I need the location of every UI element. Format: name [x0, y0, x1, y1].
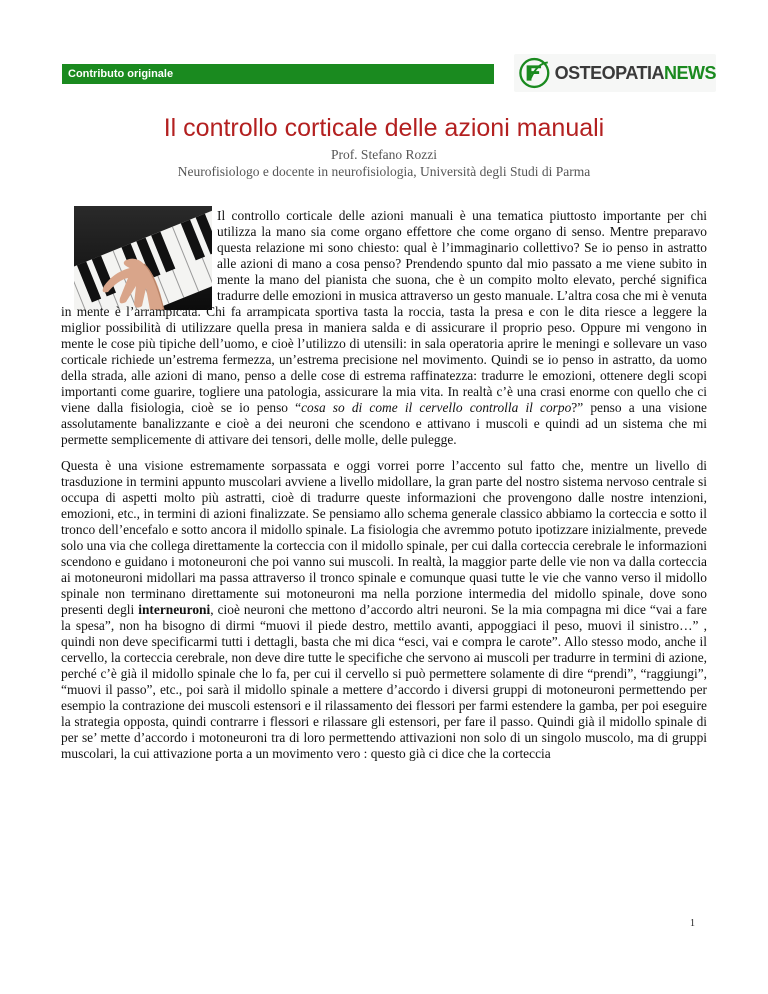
- logo-word-osteopatia: OSTEOPATIA: [554, 62, 664, 83]
- article-title: Il controllo corticale delle azioni manuali: [163, 114, 605, 142]
- paragraph-2-bold: interneuroni: [138, 602, 211, 617]
- osteopathy-cross-shield-icon: [518, 57, 551, 89]
- paragraph-2-text-a: Questa è una visione estremamente sorpassata e oggi vorrei porre l’accento sul fatto che, mentre un livello di trasduzione in termini appunto muscolari avviene a livello midollare, la gran parte del nostro sistema nervoso centrale si occupa di aspetti molto più astratti, cioè di tradurre queste informazioni che provengono dalle nostre intenzioni, emozioni, etc., in termini di azioni finalizzate. Se pensiamo allo schema generale classico abbiamo la corteccia e sotto il tronco dell’encefalo e sotto ancora il midollo spinale. La fisiologia che avremmo potuto ipotizzare inizialmente, prevede solo una via che collega direttamente la corteccia con il midollo spinale, per cui dalla corteccia cerebrale le informazioni scendono e guidano i motoneuroni che poi vanno sui muscoli. In realtà, la maggior parte delle vie non va dalla corteccia ai motoneuroni midollari ma passa attraverso il tronco spinale e comunque quasi tutte le vie che vanno verso il midollo spinale non terminano direttamente sui motoneuroni ma nella porzione intermedia del midollo spinale, dove sono presenti degli: [61, 458, 707, 617]
- logo-word-news: NEWS: [664, 62, 716, 83]
- banner-label: Contributo originale: [68, 68, 174, 80]
- paragraph-2: [61, 458, 707, 762]
- section-banner: [62, 64, 494, 84]
- osteopatianews-logo: [514, 54, 716, 92]
- paragraph-1: [61, 208, 707, 448]
- article-author: Prof. Stefano Rozzi: [330, 147, 438, 162]
- paragraph-1-text-b: ?” penso a una visione assolutamente banalizzante e cioè a dei neuroni che scendono e attivano i muscoli e quindi ad un sistema che mi permette semplicemente di attivare dei tensori, delle molle, delle pulegge.: [61, 400, 707, 447]
- article-affiliation: Neurofisiologo e docente in neurofisiologia, Università degli Studi di Parma: [177, 164, 591, 179]
- article-body: [61, 208, 707, 762]
- paragraph-1-italic: cosa so di come il cervello controlla il corpo: [301, 400, 572, 415]
- page-number: 1: [690, 918, 695, 929]
- paragraph-2-text-b: , cioè neuroni che mettono d’accordo altri neuroni. Se la mia compagna mi dice “vai a fare la spesa”, non ha bisogno di dirmi “muovi il piede destro, mettilo avanti, appoggiaci il peso, muovi il sinistro…” , quindi non deve specificarmi tutti i dettagli, basta che mi dica “esci, vai e compra le carote”. Allo stesso modo, anche il cervello, la corteccia cerebrale, non deve dire tutte le specifiche che servono ai muscoli per tradurre in termini di azione, perché c’è già il midollo spinale che lo fa, per cui il cervello si può permettere solamente di dire “prendi”, “raggiungi”, “muovi il passo”, etc., poi sarà il midollo spinale a mettere d’accordo i diversi gruppi di motoneuroni permettendo per esempio la contrazione dei muscoli estensori e il rilassamento dei flessori per farmi estendere la gamba, per poi eseguire la strategia opposta, quindi contrarre i flessori e rilassare gli estensori, per fare il passo. Quindi già il midollo spinale di per se’ mette d’accordo i motoneuroni tra di loro permettendo attivazioni non solo di un singolo muscolo, ma di gruppi muscolari, la cui attivazione porta a un movimento vero : questo già ci dice che la corteccia: [61, 602, 707, 761]
- paragraph-1-text-a: Il controllo corticale delle azioni manuali è una tematica piuttosto importante per chi utilizza la mano sia come organo effettore che come organo di senso. Mentre preparavo questa relazione mi sono chiesto: qual è l’immaginario collettivo? Se io penso in astratto alle azioni di mano a cosa penso? Prendendo spunto dal mio passato a me viene subito in mente la mano del pianista che suona, che è un compito molto elevato, perché significa tradurre delle emozioni in musica attraverso un gesto manuale. L’altra cosa che mi è venuta in mente è l’arrampicata. Chi fa arrampicata sportiva tasta la roccia, tasta la presa e con le dita riesce a leggere la miglior possibilità di utilizzare quella presa in maniera salda e di assicurare il proprio peso. Oppure mi vengono in mente le cose più tipiche dell’uomo, e cioè l’utilizzo di utensili: in sala operatoria aprire le meningi e sollevare un vaso corticale richiede un’estrema fermezza, un’estrema precisione nel movimento. Quindi se io penso in astratto, da uomo della strada, alle azioni di mano, penso a delle cose di estrema raffinatezza: tradurre le emozioni, ottenere degli scopi importanti come guarire, togliere una patologia, assicurare la mia vita. In realtà c’è una crasi enorme con quello che ci viene dalla fisiologia, cioè se io penso “: [61, 208, 707, 415]
